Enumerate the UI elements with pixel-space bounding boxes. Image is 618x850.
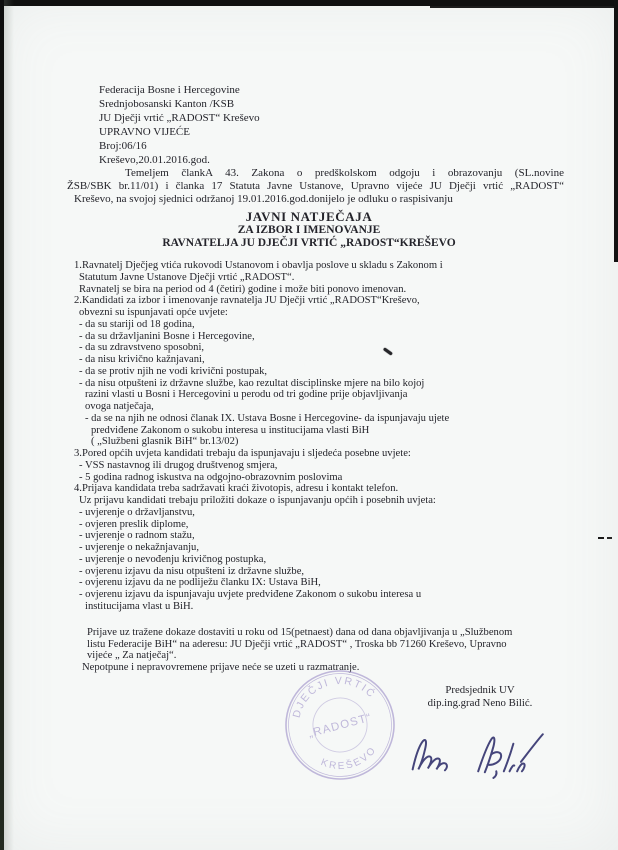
scan-edge-top <box>0 0 618 6</box>
title-line-1: JAVNI NATJEČAJA <box>245 209 373 224</box>
signature-stroke <box>510 765 515 771</box>
body-line: - uvjerenje o nevođenju krivičnog postupka, <box>79 553 267 565</box>
letterhead <box>99 84 260 167</box>
body-line: - 5 godina radnog iskustva na odgojno-obrazovnim poslovima <box>79 471 343 483</box>
signature-stroke <box>521 734 543 762</box>
body-line: ( „Službeni glasnik BiH“ br.13/02) <box>91 436 239 448</box>
body-line: - da se na njih ne odnosi članak IX. Ustava Bosne i Hercegovine- da ispunjavaju ujete <box>85 412 450 424</box>
body-line: institucijama vlast u BiH. <box>85 600 194 612</box>
body-line: - ovjerenu izjavu da nisu otpušteni iz državne službe, <box>79 565 305 577</box>
body-line: - ovjerenu izjavu da ne podliježu članku IX: Ustava BiH, <box>79 577 321 589</box>
stamp-center-ring <box>307 692 373 758</box>
signature-stroke <box>413 740 447 770</box>
letterhead-line: Federacija Bosne i Hercegovine <box>99 84 240 96</box>
body-line: Ravnatelj se bira na period od 4 (četiri) godine i može biti ponovo imenovan. <box>79 283 407 295</box>
title-line-2: ZA IZBOR I IMENOVANJE <box>237 224 381 236</box>
scan-dash-artifact <box>598 537 604 539</box>
intro-line: ŽSB/SBK br.11/01) i članka 17 Statuta Javne Ustanove, Upravno vijeće JU Dječji vrtić „RADOST“ <box>67 180 564 193</box>
body-line: ovoga natječaja, <box>85 401 154 412</box>
signoff-name: dip.ing.građ Neno Bilić. <box>427 697 533 709</box>
scan-edge-left-shadow <box>4 0 14 850</box>
body-line: predviđene Zakonom o sukobu interesa u institucijama vlasti BiH <box>91 424 370 436</box>
intro-paragraph <box>67 167 564 207</box>
body-line: - uvjerenje o državljanstvu, <box>79 506 195 518</box>
letterhead-line: Broj:06/16 <box>99 139 147 152</box>
body-line: - da nisu otpušteni iz državne službe, kao rezultat disciplinske mjere na bilo kojoj <box>79 377 425 389</box>
letterhead-line: Srednjobosanski Kanton /KSB <box>99 97 235 110</box>
closing-paragraph <box>82 627 582 674</box>
intro-line: Temeljem člankA 43. Zakona o predškolskom odgoju i obrazovanju (SL.novine <box>125 167 564 179</box>
body-line: - ovjeren preslik diplome, <box>79 518 189 530</box>
official-stamp-icon <box>280 664 400 786</box>
body-line: - uvjerenje o radnom stažu, <box>79 530 195 542</box>
body-line: 1.Ravnatelj Dječjeg vtića rukovodi Ustanovom i obavlja poslove u skladu s Zakonom i <box>74 260 443 271</box>
body-line: - da nisu krivično kažnjavani, <box>79 354 205 365</box>
letterhead-line: UPRAVNO VIJEĆE <box>99 125 190 138</box>
stamp-outer-ring <box>280 664 400 786</box>
signature-stroke <box>493 771 496 778</box>
document-title <box>0 210 618 249</box>
closing-line: listu Federacije BiH“ na aderesu: JU Dječji vrtić „RADOST“ , Troska bb 71260 Kreševo, Upravno <box>87 638 507 650</box>
signoff-title: Predsjednik UV <box>445 684 515 696</box>
body-line: razini vlasti u Bosni i Hercegovini u perodu od tri godine prije objavljivanja <box>85 389 408 401</box>
body-line: - uvjerenje o nekažnjavanju, <box>79 542 200 553</box>
letterhead-line: Kreševo,20.01.2016.god. <box>99 153 210 166</box>
body-line: - da su državljanini Bosne i Hercegovine, <box>79 330 255 342</box>
body-line: - ovjerenu izjavu da ispunjavaju uvjete predviđene Zakonom o sukobu interesa u <box>79 589 422 600</box>
closing-line: vijeće „ Za natječaj“. <box>87 650 177 662</box>
body-line: Uz prijavu kandidati trebaju priložiti dokaze o ispunjavanju općih i posebnih uvjeta: <box>79 495 436 506</box>
closing-line: Prijave uz tražene dokaze dostaviti u roku od 15(petnaest) dana od dana objavljivanja u „Službenom <box>87 627 513 638</box>
handwritten-signature <box>406 729 558 787</box>
stamp-text-bottom: KREŠEVO <box>319 744 380 773</box>
body-text <box>74 260 579 613</box>
stamp-text-middle: „RADOST“ <box>307 711 374 741</box>
signoff-block <box>388 684 572 710</box>
svg-text:KREŠEVO <box>317 743 382 779</box>
stamp-inner-ring <box>280 664 400 786</box>
title-line-3: RAVNATELJA JU DJEČJI VRTIĆ „RADOST“KREŠEVO <box>162 236 456 249</box>
signature-stroke <box>517 764 524 772</box>
closing-line: Nepotpune i nepravovremene prijave neće se uzeti u razmatranje. <box>82 662 360 674</box>
body-line: obvezni su ispunjavati opće uvjete: <box>79 307 228 318</box>
body-line: 2.Kandidati za izbor i imenovanje ravnatelja JU Dječji vrtić „RADOST“Kreševo, <box>74 295 420 307</box>
letterhead-line: JU Dječji vrtić „RADOST“ Kreševo <box>99 111 260 124</box>
body-line: 3.Pored općih uvjeta kandidati trebaju da ispunjavaju i sljedeća posebne uvjete: <box>74 448 411 459</box>
body-line: - da su stariji od 18 godina, <box>79 318 195 330</box>
body-line: - da se protiv njih ne vodi krivični postupak, <box>79 365 268 377</box>
body-line: - VSS nastavnog ili drugog društvenog smjera, <box>79 459 278 471</box>
body-line: Statutum Javne Ustanove Dječji vrtić „RADOST“. <box>79 271 295 283</box>
intro-line: Kreševo, na svojoj sjednici održanoj 19.01.2016.god.donijelo je odluku o raspisivanju <box>74 193 453 206</box>
body-line: 4.Prijava kandidata treba sadržavati kraći životopis, adresu i kontakt telefon. <box>74 483 399 495</box>
stamp-text-top: DJEČJI VRTIĆ <box>290 674 379 720</box>
body-line: - da su zdravstveno sposobni, <box>79 342 205 354</box>
